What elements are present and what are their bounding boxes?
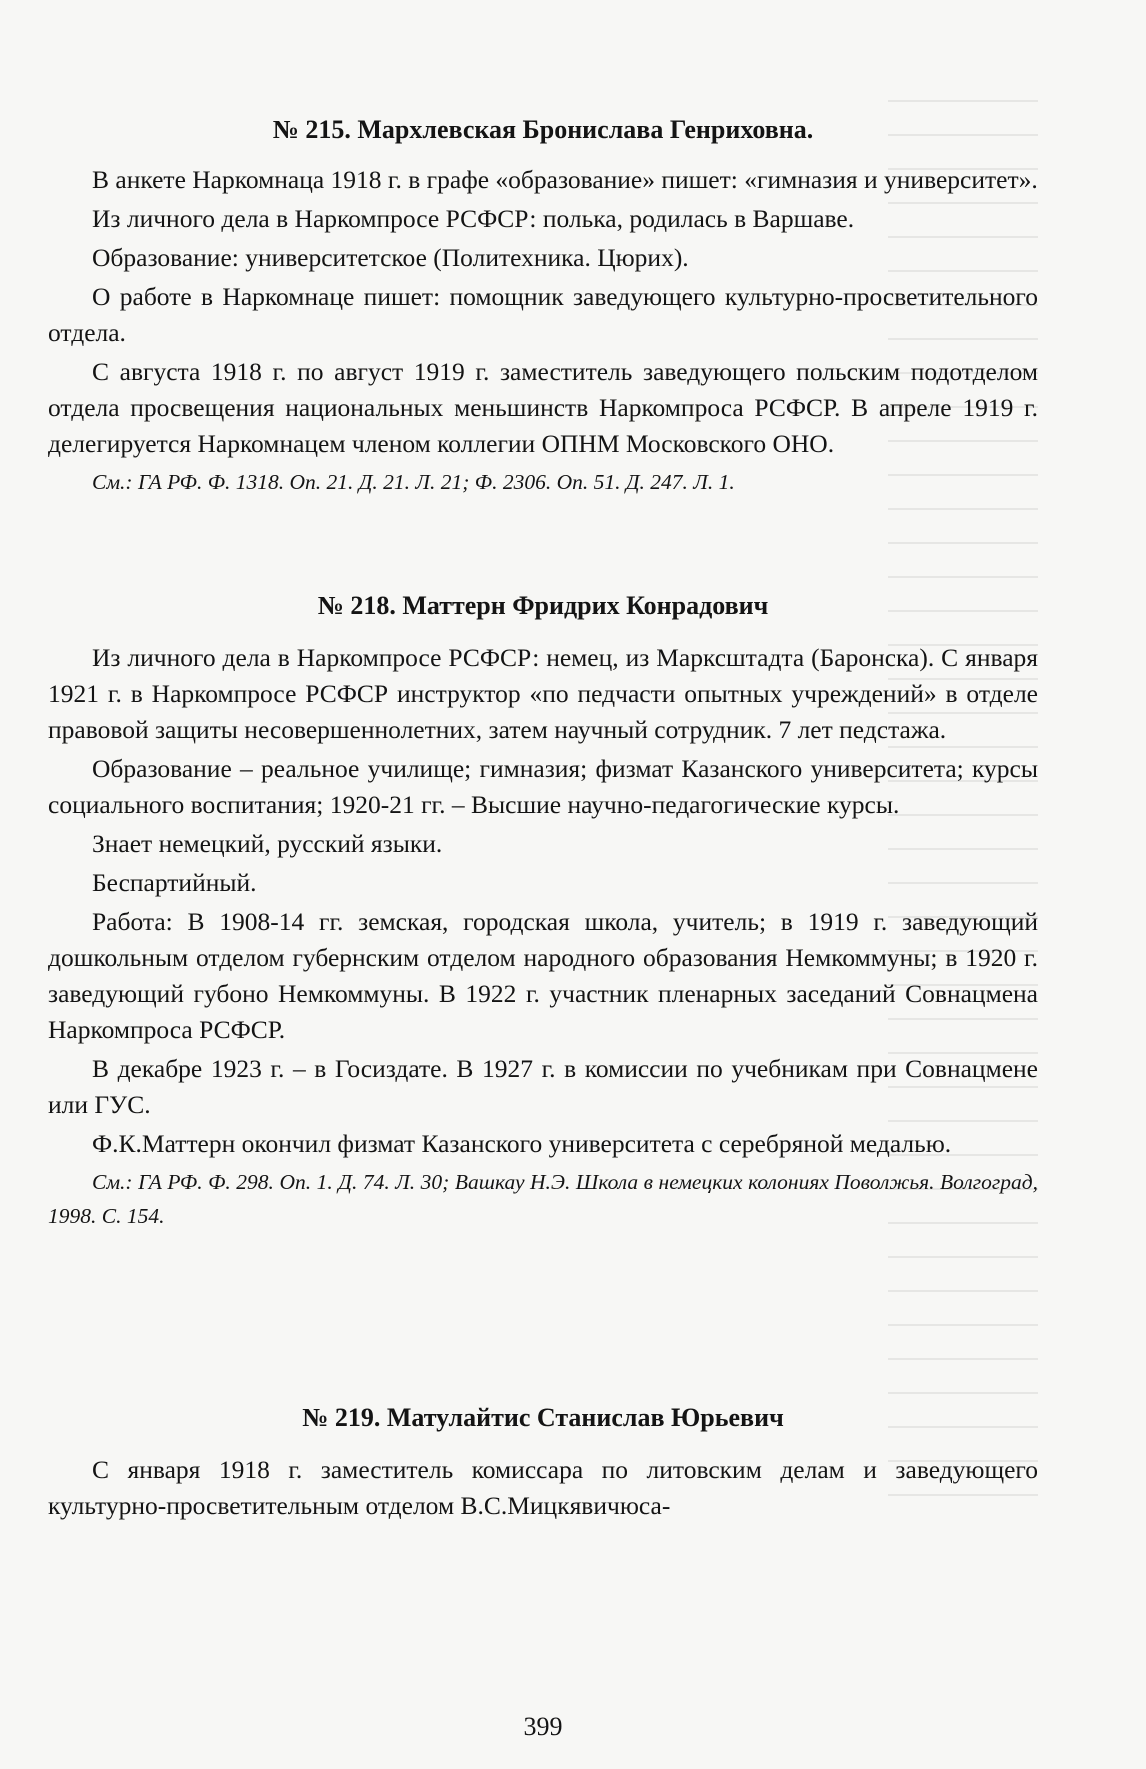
paragraph: Из личного дела в Наркомпросе РСФСР: немец, из Марксштадта (Баронска). С января 1921 г. в Наркомпросе РСФСР инструктор «по педчасти опытных учреждений» в отделе правовой защиты несовершеннолетних, затем научный сотрудник. 7 лет педстажа. [48,643,1038,744]
entry-title-215: № 215. Мархлевская Бронислава Генриховна. [272,115,814,144]
page-number: 399 [523,1712,563,1741]
paragraph: Беспартийный. [92,868,257,897]
entry-title-218: № 218. Маттерн Фридрих Конрадович [317,591,769,620]
paragraph: О работе в Наркомнаце пишет: помощник заведующего культурно-просветительного отдела. [48,282,1038,347]
entry-body-219 [48,1452,1038,1527]
paragraph: Знает немецкий, русский языки. [92,829,443,858]
paragraph: С августа 1918 г. по август 1919 г. заместитель заведующего польским подотделом отдела просвещения национальных меньшинств Наркомпроса РСФСР. В апреле 1919 г. делегируется Наркомнацем членом коллегии ОПНМ Московского ОНО. [48,357,1038,458]
paragraph: В декабре 1923 г. – в Госиздате. В 1927 г. в комиссии по учебникам при Совнацмене или ГУС. [48,1054,1038,1119]
archive-reference: См.: ГА РФ. Ф. 1318. Оп. 21. Д. 21. Л. 21; Ф. 2306. Оп. 51. Д. 247. Л. 1. [92,470,735,494]
paragraph: Работа: В 1908-14 гг. земская, городская школа, учитель; в 1919 г. заведующий дошкольным отделом губернским отделом народного образования Немкоммуны; в 1920 г. заведующий губоно Немкоммуны. В 1922 г. участник пленарных заседаний Совнацмена Наркомпроса РСФСР. [48,907,1038,1044]
paragraph: Образование: университетское (Политехника. Цюрих). [92,243,689,272]
paragraph: Ф.К.Маттерн окончил физмат Казанского университета с серебряной медалью. [92,1129,952,1158]
book-page [48,0,1038,1769]
entry-title-219: № 219. Матулайтис Станислав Юрьевич [302,1403,784,1432]
archive-reference: См.: ГА РФ. Ф. 298. Оп. 1. Д. 74. Л. 30; Вашкау Н.Э. Школа в немецких колониях Поволжья. Волгоград, 1998. С. 154. [48,1170,1038,1228]
entry-body-218 [48,640,1038,1233]
entry-body-215 [48,162,1038,499]
paragraph: С января 1918 г. заместитель комиссара по литовским делам и заведующего культурно-просветительным отделом В.С.Мицкявичюса- [48,1455,1038,1520]
paragraph: В анкете Наркомнаца 1918 г. в графе «образование» пишет: «гимназия и университет». [92,165,1038,194]
paragraph: Образование – реальное училище; гимназия; физмат Казанского университета; курсы социального воспитания; 1920-21 гг. – Высшие научно-педагогические курсы. [48,754,1038,819]
paragraph: Из личного дела в Наркомпросе РСФСР: полька, родилась в Варшаве. [92,204,855,233]
